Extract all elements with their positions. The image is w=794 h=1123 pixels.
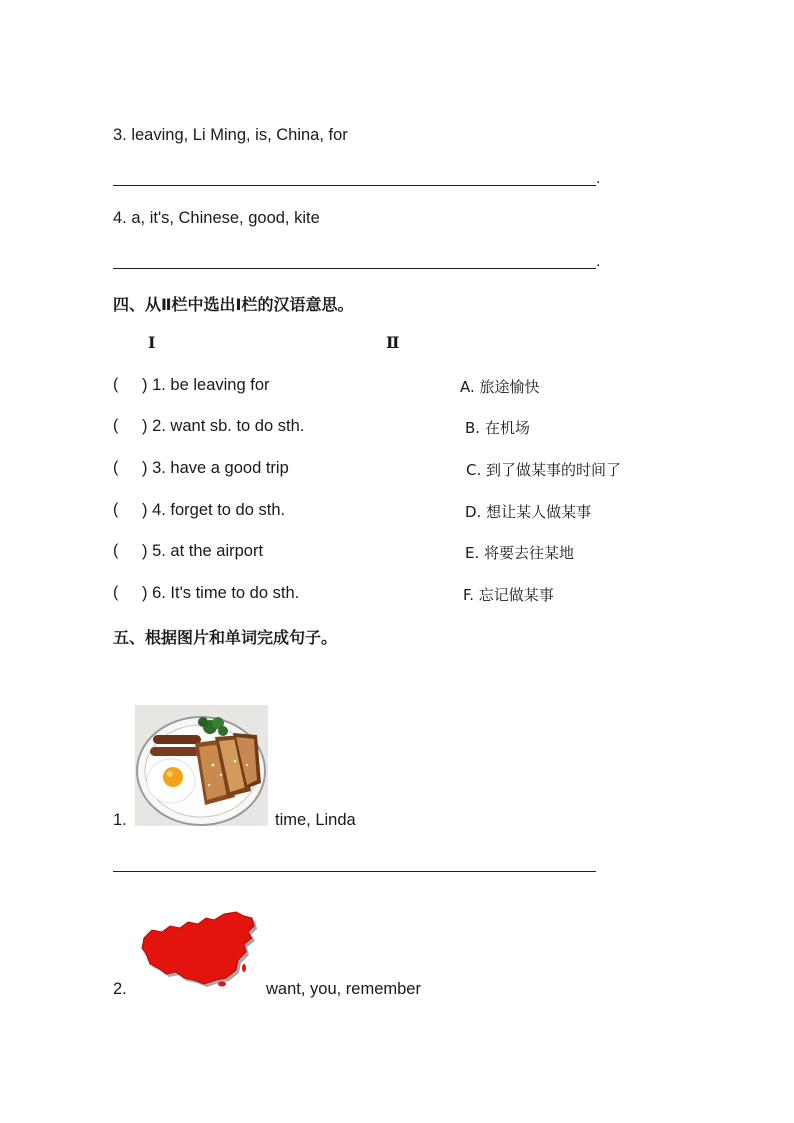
sentence-item-3: 3. leaving, Li Ming, is, China, for xyxy=(113,126,348,144)
column-1-label: Ⅰ xyxy=(148,333,156,352)
match-answer: F. 忘记做某事 xyxy=(463,586,554,604)
match-question: ) 3. have a good trip xyxy=(142,459,289,477)
match-answer: C. 到了做某事的时间了 xyxy=(466,461,622,479)
match-answer: A. 旅途愉快 xyxy=(460,378,540,396)
sentence-item-4: 4. a, it's, Chinese, good, kite xyxy=(113,209,320,227)
match-question: ) 4. forget to do sth. xyxy=(142,501,286,519)
answer-blank[interactable]: ( xyxy=(113,501,119,518)
picture-item-1-number: 1. xyxy=(113,811,127,829)
match-question: ) 2. want sb. to do sth. xyxy=(142,417,305,435)
picture-item-2-words: want, you, remember xyxy=(266,980,421,998)
answer-line-4[interactable] xyxy=(113,268,596,269)
answer-period-4: . xyxy=(596,253,601,270)
match-question: ) 5. at the airport xyxy=(142,542,264,560)
match-question: ) 1. be leaving for xyxy=(142,376,270,394)
picture-item-2-number: 2. xyxy=(113,980,127,998)
column-2-label: Ⅱ xyxy=(386,333,400,352)
china-map-picture xyxy=(140,908,260,988)
answer-line-picture-1[interactable] xyxy=(113,871,596,872)
answer-blank[interactable]: ( xyxy=(113,376,119,393)
match-question: ) 6. It's time to do sth. xyxy=(142,584,300,602)
answer-blank[interactable]: ( xyxy=(113,417,119,434)
answer-blank[interactable]: ( xyxy=(113,542,119,559)
section-4-heading: 四、从Ⅱ栏中选出Ⅰ栏的汉语意思。 xyxy=(113,295,354,314)
section-5-heading: 五、根据图片和单词完成句子。 xyxy=(113,628,338,647)
answer-period-3: . xyxy=(596,170,601,187)
match-answer: E. 将要去往某地 xyxy=(465,544,575,562)
answer-blank[interactable]: ( xyxy=(113,459,119,476)
match-answer: D. 想让某人做某事 xyxy=(465,503,592,521)
picture-item-1-words: time, Linda xyxy=(275,811,356,829)
answer-blank[interactable]: ( xyxy=(113,584,119,601)
breakfast-plate-picture xyxy=(135,705,268,826)
match-answer: B. 在机场 xyxy=(465,419,530,437)
answer-line-3[interactable] xyxy=(113,185,596,186)
